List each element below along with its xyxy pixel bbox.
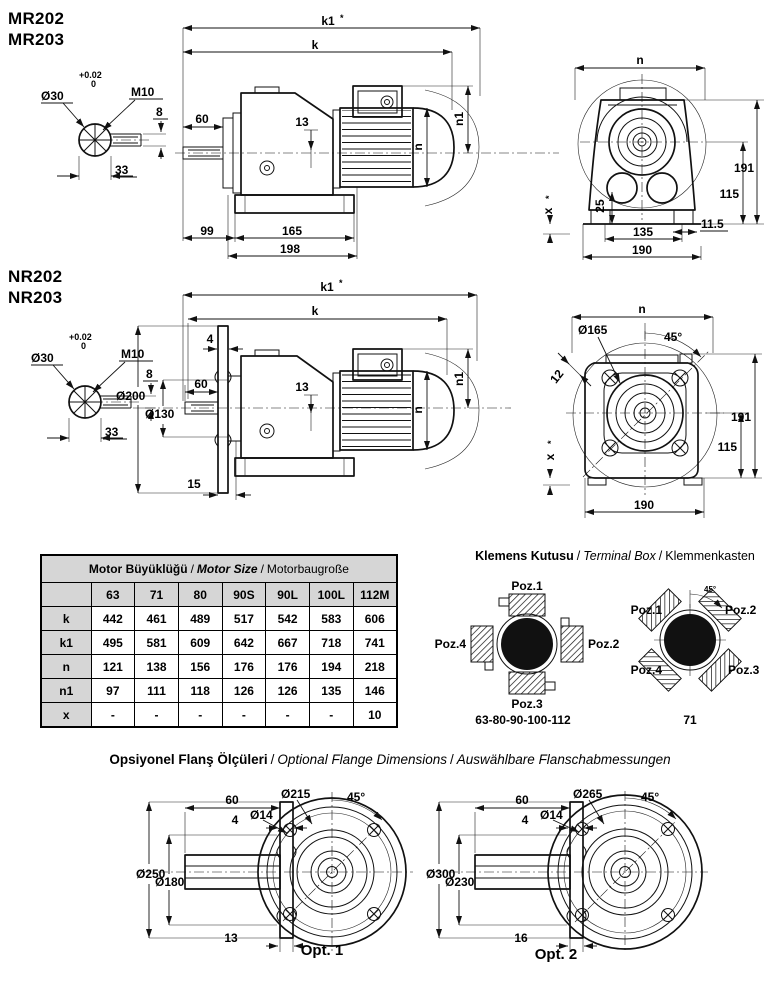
opt2-outer-dia: Ø300 bbox=[426, 867, 456, 881]
table-cell: 126 bbox=[222, 679, 266, 703]
mr-shaft-len-label: 33 bbox=[115, 163, 129, 177]
table-cell: 495 bbox=[91, 631, 135, 655]
table-corner-cell bbox=[41, 583, 91, 607]
flange-title-de: Auswählbare Flanschabmessungen bbox=[456, 752, 671, 767]
nr-shaft-thread-label: M10 bbox=[121, 347, 145, 361]
nr-dim-k1-star: * bbox=[339, 278, 343, 288]
table-cell: - bbox=[266, 703, 310, 728]
nr-dim-n1: n1 bbox=[452, 371, 466, 387]
tbox-title-sep1: / bbox=[576, 549, 581, 563]
table-cell: - bbox=[91, 703, 135, 728]
flange-title-sep1: / bbox=[270, 752, 275, 767]
mr-dim-n1: n1 bbox=[452, 111, 466, 127]
table-title-sep1: / bbox=[190, 562, 194, 576]
table-title-tr: Motor Büyüklüğü bbox=[88, 562, 188, 576]
opt2-angle: 45° bbox=[641, 790, 660, 804]
mr-dim-k1: k1 bbox=[321, 14, 335, 28]
mr-rear-dim-135: 135 bbox=[632, 225, 654, 239]
mr-rear-dim-n: n bbox=[636, 53, 644, 67]
table-col-header: 71 bbox=[135, 583, 179, 607]
mr-dim-198: 198 bbox=[279, 242, 301, 256]
flange-section-title bbox=[0, 752, 780, 767]
table-col-header: 90L bbox=[266, 583, 310, 607]
opt2-inner-dia: Ø230 bbox=[445, 875, 475, 889]
table-cell: 642 bbox=[222, 631, 266, 655]
tbox-title-tr: Klemens Kutusu bbox=[475, 549, 574, 563]
nr-shaft-dia-label: Ø30 bbox=[31, 351, 54, 365]
opt1-angle: 45° bbox=[347, 790, 366, 804]
tbox-right-angle: 45° bbox=[704, 585, 717, 594]
mr-shaft-thread-label: M10 bbox=[131, 85, 155, 99]
opt1-outer-dia: Ø250 bbox=[136, 867, 166, 881]
nr-rear-dim-165: Ø165 bbox=[578, 323, 608, 337]
terminal-box-positions-straight bbox=[434, 578, 620, 727]
table-col-header: 80 bbox=[178, 583, 222, 607]
table-row bbox=[41, 679, 397, 703]
nr-dim-n: n bbox=[411, 406, 425, 414]
nr-shaft-tol-lower: 0 bbox=[81, 341, 87, 351]
tbox-right-poz3: Poz.3 bbox=[728, 663, 760, 677]
table-cell: 489 bbox=[178, 607, 222, 631]
table-col-header: 112M bbox=[353, 583, 397, 607]
nr-dim-60: 60 bbox=[194, 377, 208, 391]
table-row-label: k1 bbox=[41, 631, 91, 655]
flange-title-en: Optional Flange Dimensions bbox=[277, 752, 447, 767]
table-cell: 146 bbox=[353, 679, 397, 703]
mr-shaft-tol-upper: +0.02 bbox=[79, 70, 102, 80]
table-row bbox=[41, 703, 397, 728]
table-col-header: 100L bbox=[309, 583, 353, 607]
mr-shaft-tol-lower: 0 bbox=[91, 79, 97, 89]
table-row-label: n bbox=[41, 655, 91, 679]
nr-rear-view-drawing bbox=[538, 291, 780, 526]
mr-shaft-dia-label: Ø30 bbox=[41, 89, 64, 103]
opt1-caption: Opt. 1 bbox=[300, 942, 344, 959]
table-cell: - bbox=[135, 703, 179, 728]
nr-side-view-drawing bbox=[115, 278, 515, 531]
nr-dim-k: k bbox=[311, 304, 319, 318]
opt2-dim-4: 4 bbox=[521, 813, 529, 827]
opt2-dim-16: 16 bbox=[514, 931, 528, 945]
table-cell: 176 bbox=[222, 655, 266, 679]
table-cell: - bbox=[222, 703, 266, 728]
tbox-right-caption: 71 bbox=[683, 713, 697, 727]
table-cell: 194 bbox=[309, 655, 353, 679]
table-title-cell bbox=[41, 555, 397, 583]
table-cell: 583 bbox=[309, 607, 353, 631]
mr-dim-99: 99 bbox=[200, 224, 214, 238]
nr-rear-dim-190: 190 bbox=[633, 498, 655, 512]
table-cell: 135 bbox=[309, 679, 353, 703]
tbox-right-poz4: Poz.4 bbox=[630, 663, 662, 677]
tbox-left-caption: 63-80-90-100-112 bbox=[475, 713, 571, 727]
table-cell: 741 bbox=[353, 631, 397, 655]
table-row bbox=[41, 607, 397, 631]
table-col-header: 90S bbox=[222, 583, 266, 607]
table-cell: 121 bbox=[91, 655, 135, 679]
table-cell: - bbox=[309, 703, 353, 728]
table-cell: 156 bbox=[178, 655, 222, 679]
mr-model-1: MR202 bbox=[8, 9, 65, 28]
table-cell: 97 bbox=[91, 679, 135, 703]
table-row-label: x bbox=[41, 703, 91, 728]
table-cell: 667 bbox=[266, 631, 310, 655]
table-cell: - bbox=[178, 703, 222, 728]
mr-model-labels bbox=[8, 8, 64, 50]
nr-rear-dim-n: n bbox=[638, 302, 646, 316]
table-cell: 10 bbox=[353, 703, 397, 728]
nr-dim-13: 13 bbox=[295, 380, 309, 394]
flange-opt2-drawing bbox=[425, 786, 715, 964]
nr-rear-dim-12: 12 bbox=[547, 366, 567, 387]
mr-dim-n: n bbox=[411, 143, 425, 151]
mr-shaft-key-label: 8 bbox=[156, 105, 163, 119]
mr-model-2: MR203 bbox=[8, 30, 65, 49]
motor-size-table bbox=[40, 554, 398, 728]
opt1-hole-dia: Ø14 bbox=[250, 808, 273, 822]
mr-dim-165: 165 bbox=[281, 224, 303, 238]
table-cell: 609 bbox=[178, 631, 222, 655]
mr-dim-13: 13 bbox=[295, 115, 309, 129]
nr-model-2: NR203 bbox=[8, 288, 63, 307]
opt2-caption: Opt. 2 bbox=[534, 946, 578, 963]
table-cell: 218 bbox=[353, 655, 397, 679]
nr-rear-dim-115: 115 bbox=[717, 440, 737, 454]
table-title-en: Motor Size bbox=[196, 562, 258, 576]
opt1-bolt-circle: Ø215 bbox=[281, 787, 311, 801]
table-cell: 517 bbox=[222, 607, 266, 631]
table-row bbox=[41, 631, 397, 655]
mr-rear-dim-11-5: 11.5 bbox=[701, 217, 724, 231]
tbox-title-en: Terminal Box bbox=[583, 549, 656, 563]
table-title-de: Motorbaugroße bbox=[266, 562, 349, 576]
opt1-inner-dia: Ø180 bbox=[155, 875, 185, 889]
tbox-left-poz1: Poz.1 bbox=[511, 579, 543, 593]
nr-rear-dim-191: 191 bbox=[730, 410, 751, 424]
mr-dim-k: k bbox=[311, 38, 319, 52]
terminal-box-positions-rotated bbox=[612, 578, 780, 726]
mr-rear-dim-191: 191 bbox=[733, 161, 754, 175]
table-title-sep2: / bbox=[260, 562, 264, 576]
nr-shaft-len-label: 33 bbox=[105, 425, 119, 439]
table-row-label: n1 bbox=[41, 679, 91, 703]
nr-shaft-tol-upper: +0.02 bbox=[69, 332, 92, 342]
nr-dim-k1: k1 bbox=[320, 280, 334, 294]
nr-rear-dim-x: x bbox=[543, 453, 557, 461]
nr-rear-dim-45: 45° bbox=[664, 330, 683, 344]
mr-rear-view-drawing bbox=[538, 48, 780, 268]
flange-opt1-drawing bbox=[135, 786, 420, 964]
tbox-left-poz2: Poz.2 bbox=[588, 637, 620, 651]
table-cell: 176 bbox=[266, 655, 310, 679]
table-cell: 126 bbox=[266, 679, 310, 703]
mr-side-view-drawing bbox=[175, 13, 560, 266]
mr-dim-60: 60 bbox=[195, 112, 209, 126]
table-cell: 581 bbox=[135, 631, 179, 655]
opt1-dim-13: 13 bbox=[224, 931, 238, 945]
tbox-right-poz1: Poz.1 bbox=[630, 603, 662, 617]
opt2-bolt-circle: Ø265 bbox=[573, 787, 603, 801]
tbox-left-poz3: Poz.3 bbox=[511, 697, 543, 711]
flange-title-sep2: / bbox=[450, 752, 454, 767]
nr-model-1: NR202 bbox=[8, 267, 63, 286]
table-row bbox=[41, 655, 397, 679]
nr-dim-130: Ø130 bbox=[145, 407, 175, 421]
mr-rear-dim-25: 25 bbox=[593, 199, 607, 213]
table-cell: 442 bbox=[91, 607, 135, 631]
table-cell: 542 bbox=[266, 607, 310, 631]
nr-rear-dim-x-star: * bbox=[546, 440, 556, 444]
table-row-label: k bbox=[41, 607, 91, 631]
table-cell: 461 bbox=[135, 607, 179, 631]
table-header-row bbox=[41, 583, 397, 607]
tbox-title-de: Klemmenkasten bbox=[665, 549, 755, 563]
mr-rear-dim-115: 115 bbox=[719, 187, 739, 201]
nr-dim-200: Ø200 bbox=[116, 389, 146, 403]
nr-shaft-key-label: 8 bbox=[146, 367, 153, 381]
mr-dim-k1-star: * bbox=[340, 13, 344, 23]
tbox-right-poz2: Poz.2 bbox=[725, 603, 757, 617]
nr-dim-4: 4 bbox=[206, 332, 214, 346]
opt2-hole-dia: Ø14 bbox=[540, 808, 563, 822]
opt1-dim-4: 4 bbox=[231, 813, 239, 827]
table-cell: 606 bbox=[353, 607, 397, 631]
table-title-row bbox=[41, 555, 397, 583]
nr-dim-15: 15 bbox=[187, 477, 201, 491]
table-cell: 118 bbox=[178, 679, 222, 703]
tbox-left-poz4: Poz.4 bbox=[434, 637, 466, 651]
tbox-title-sep2: / bbox=[658, 549, 663, 563]
mr-rear-dim-190: 190 bbox=[631, 243, 653, 257]
table-cell: 718 bbox=[309, 631, 353, 655]
mr-rear-dim-x: x bbox=[541, 207, 555, 215]
terminal-box-title bbox=[450, 549, 780, 563]
opt1-dim-60: 60 bbox=[225, 793, 239, 807]
table-cell: 111 bbox=[135, 679, 179, 703]
mr-rear-dim-x-star: * bbox=[544, 195, 554, 199]
table-col-header: 63 bbox=[91, 583, 135, 607]
table-cell: 138 bbox=[135, 655, 179, 679]
nr-model-labels bbox=[8, 266, 62, 308]
flange-title-tr: Opsiyonel Flanş Ölçüleri bbox=[109, 752, 268, 767]
opt2-dim-60: 60 bbox=[515, 793, 529, 807]
